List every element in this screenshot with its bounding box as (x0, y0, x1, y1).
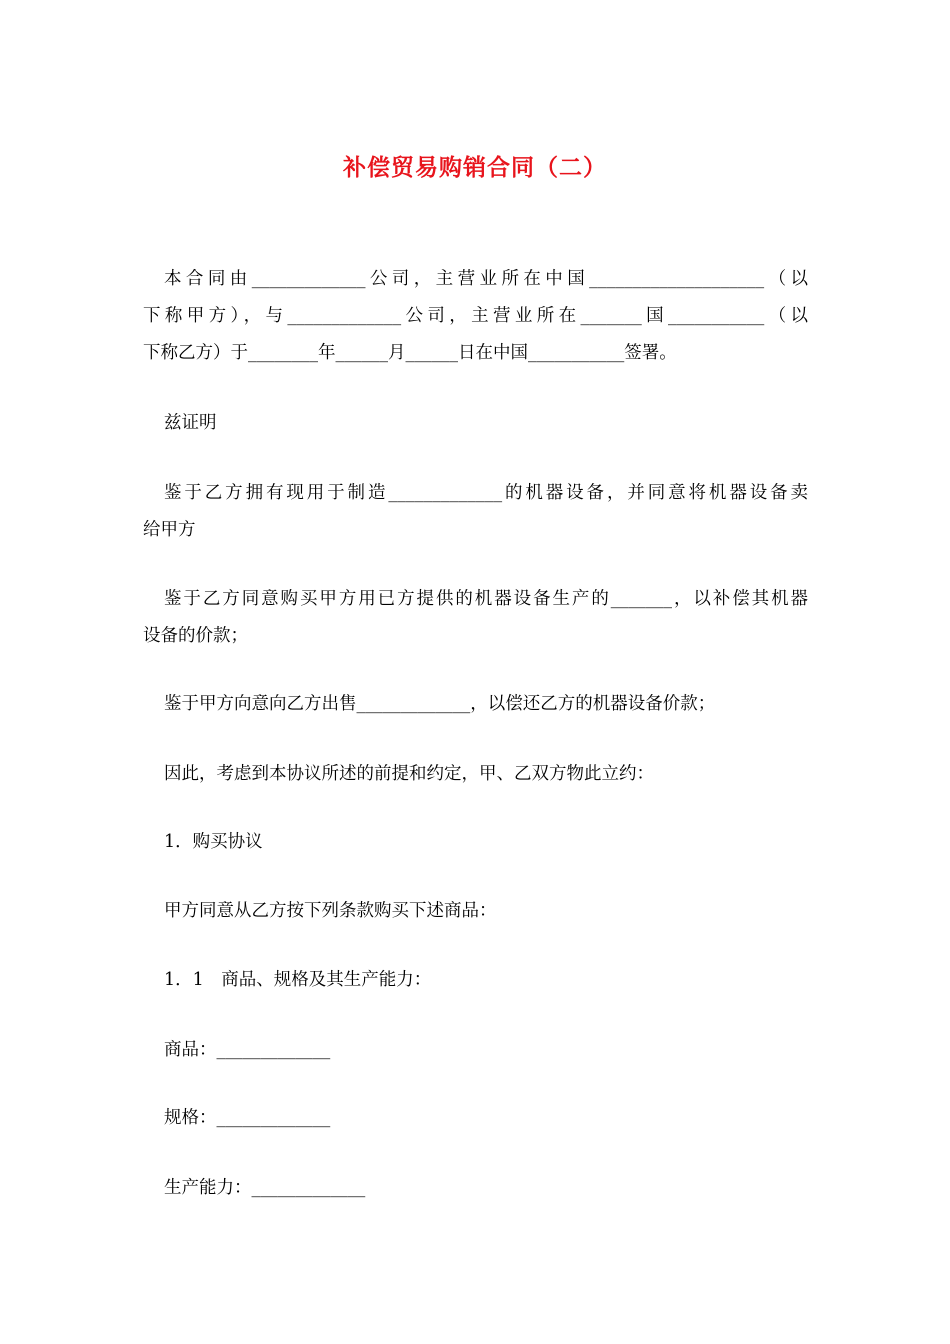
section-1-paragraph (143, 893, 808, 930)
intro-line-2: 下称甲方），与_____________公司，主营业所在_______国___________（以 (143, 306, 808, 326)
goods-field (143, 1032, 808, 1069)
recital-3-text: 鉴于甲方向意向乙方出售_____________，以偿还乙方的机器设备价款； (164, 694, 716, 714)
recital-2-line-2: 设备的价款； (143, 626, 248, 646)
recital-2-line-1: 鉴于乙方同意购买甲方用已方提供的机器设备生产的_______，以补偿其机器 (164, 589, 808, 609)
spec-field (143, 1100, 808, 1137)
intro-paragraph (143, 261, 808, 372)
intro-line-1: 本合同由_____________公司，主营业所在中国____________________（以 (164, 269, 808, 289)
spec-field-text: 规格：_____________ (164, 1108, 331, 1128)
capacity-field (143, 1170, 808, 1207)
therefore-paragraph (143, 756, 808, 793)
capacity-field-text: 生产能力：_____________ (164, 1178, 366, 1198)
witness-text: 兹证明 (164, 413, 217, 433)
section-1-heading-text: 1．购买协议 (164, 832, 263, 852)
section-1-1-heading (143, 962, 808, 999)
therefore-text: 因此，考虑到本协议所述的前提和约定，甲、乙双方物此立约： (164, 764, 654, 784)
section-1-text: 甲方同意从乙方按下列条款购买下述商品： (164, 901, 497, 921)
recital-2-paragraph (143, 581, 808, 655)
witness-paragraph (143, 405, 808, 442)
recital-1-line-2: 给甲方 (143, 520, 196, 540)
recital-3-paragraph (143, 686, 808, 723)
section-1-1-heading-text: 1．1 商品、规格及其生产能力： (164, 970, 432, 990)
section-1-heading (143, 824, 808, 861)
document-title: 补偿贸易购销合同（二） (343, 154, 607, 181)
recital-1-paragraph (143, 475, 808, 549)
recital-1-line-1: 鉴于乙方拥有现用于制造_____________的机器设备，并同意将机器设备卖 (164, 483, 808, 503)
intro-line-3: 下称乙方）于________年______月______日在中国___________签署。 (143, 343, 677, 363)
goods-field-text: 商品：_____________ (164, 1040, 331, 1060)
